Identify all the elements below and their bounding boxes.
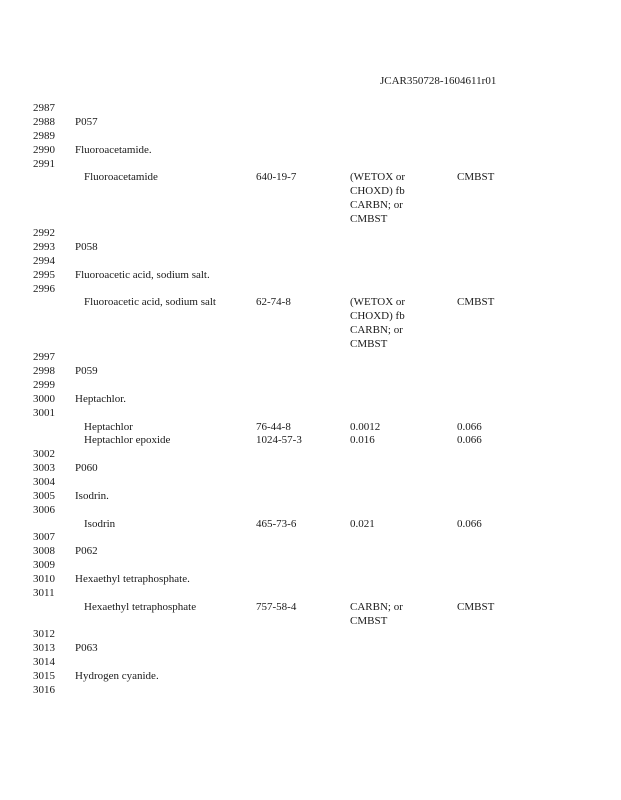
wastewater-line: CARBN; or <box>350 324 403 336</box>
cas-number: 465-73-6 <box>256 518 297 530</box>
constituent-name: Fluoroacetamide <box>84 171 158 183</box>
wastewater-line: CHOXD) fb <box>350 310 405 322</box>
nonwastewater-standard: CMBST <box>457 296 495 308</box>
line-number: 3006 <box>33 504 55 516</box>
line-number: 2999 <box>33 379 55 391</box>
document-id: JCAR350728-1604611r01 <box>380 75 497 87</box>
waste-name: Heptachlor. <box>75 393 127 405</box>
wastewater-line: CMBST <box>350 615 388 627</box>
line-number: 3003 <box>33 462 55 474</box>
constituent-name: Hexaethyl tetraphosphate <box>84 601 197 613</box>
nonwastewater-standard: CMBST <box>457 601 495 613</box>
line-number: 3010 <box>33 573 55 585</box>
line-number: 3013 <box>33 642 55 654</box>
waste-code: P059 <box>75 365 98 377</box>
line-number: 3009 <box>33 559 55 571</box>
waste-name: Hydrogen cyanide. <box>75 670 159 682</box>
line-number: 2998 <box>33 365 55 377</box>
nonwastewater-standard: 0.066 <box>457 518 482 530</box>
line-number: 3002 <box>33 448 55 460</box>
line-number: 2991 <box>33 158 55 170</box>
line-number: 3004 <box>33 476 55 488</box>
waste-code: P062 <box>75 545 98 557</box>
waste-name: Fluoroacetic acid, sodium salt. <box>75 269 210 281</box>
line-number: 2996 <box>33 283 55 295</box>
constituent-name: Fluoroacetic acid, sodium salt <box>84 296 216 308</box>
nonwastewater-standard: 0.066 <box>457 421 482 433</box>
line-number: 2988 <box>33 116 55 128</box>
wastewater-standard <box>350 170 450 226</box>
line-number: 3016 <box>33 684 55 696</box>
line-number: 2995 <box>33 269 55 281</box>
waste-name: Fluoroacetamide. <box>75 144 152 156</box>
wastewater-standard: 0.016 <box>350 434 375 446</box>
waste-name: Hexaethyl tetraphosphate. <box>75 573 190 585</box>
wastewater-line: CHOXD) fb <box>350 185 405 197</box>
line-number: 3005 <box>33 490 55 502</box>
constituent-name: Heptachlor epoxide <box>84 434 171 446</box>
line-number: 2994 <box>33 255 55 267</box>
cas-number: 76-44-8 <box>256 421 291 433</box>
line-number: 2993 <box>33 241 55 253</box>
cas-number: 1024-57-3 <box>256 434 302 446</box>
line-number: 3000 <box>33 393 55 405</box>
waste-code: P057 <box>75 116 98 128</box>
line-number: 3012 <box>33 628 55 640</box>
line-number: 3007 <box>33 531 55 543</box>
wastewater-line: CMBST <box>350 338 388 350</box>
waste-code: P063 <box>75 642 98 654</box>
cas-number: 62-74-8 <box>256 296 291 308</box>
wastewater-line: CMBST <box>350 213 388 225</box>
line-number: 3011 <box>33 587 55 599</box>
line-number: 2997 <box>33 351 55 363</box>
line-number: 3008 <box>33 545 55 557</box>
line-number: 3015 <box>33 670 55 682</box>
cas-number: 757-58-4 <box>256 601 297 613</box>
wastewater-standard <box>350 295 450 351</box>
cas-number: 640-19-7 <box>256 171 297 183</box>
line-number: 2987 <box>33 102 55 114</box>
wastewater-line: (WETOX or <box>350 296 406 308</box>
waste-name: Isodrin. <box>75 490 109 502</box>
wastewater-line: CARBN; or <box>350 601 403 613</box>
nonwastewater-standard: CMBST <box>457 171 495 183</box>
constituent-name: Heptachlor <box>84 421 133 433</box>
waste-code: P058 <box>75 241 98 253</box>
line-number: 2989 <box>33 130 55 142</box>
wastewater-line: (WETOX or <box>350 171 406 183</box>
waste-code: P060 <box>75 462 98 474</box>
constituent-name: Isodrin <box>84 518 116 530</box>
wastewater-line: CARBN; or <box>350 199 403 211</box>
line-number: 2992 <box>33 227 55 239</box>
line-number: 3014 <box>33 656 55 668</box>
line-number: 3001 <box>33 407 55 419</box>
wastewater-standard: 0.021 <box>350 518 375 530</box>
nonwastewater-standard: 0.066 <box>457 434 482 446</box>
line-number: 2990 <box>33 144 55 156</box>
wastewater-standard: 0.0012 <box>350 421 381 433</box>
wastewater-standard <box>350 600 450 628</box>
